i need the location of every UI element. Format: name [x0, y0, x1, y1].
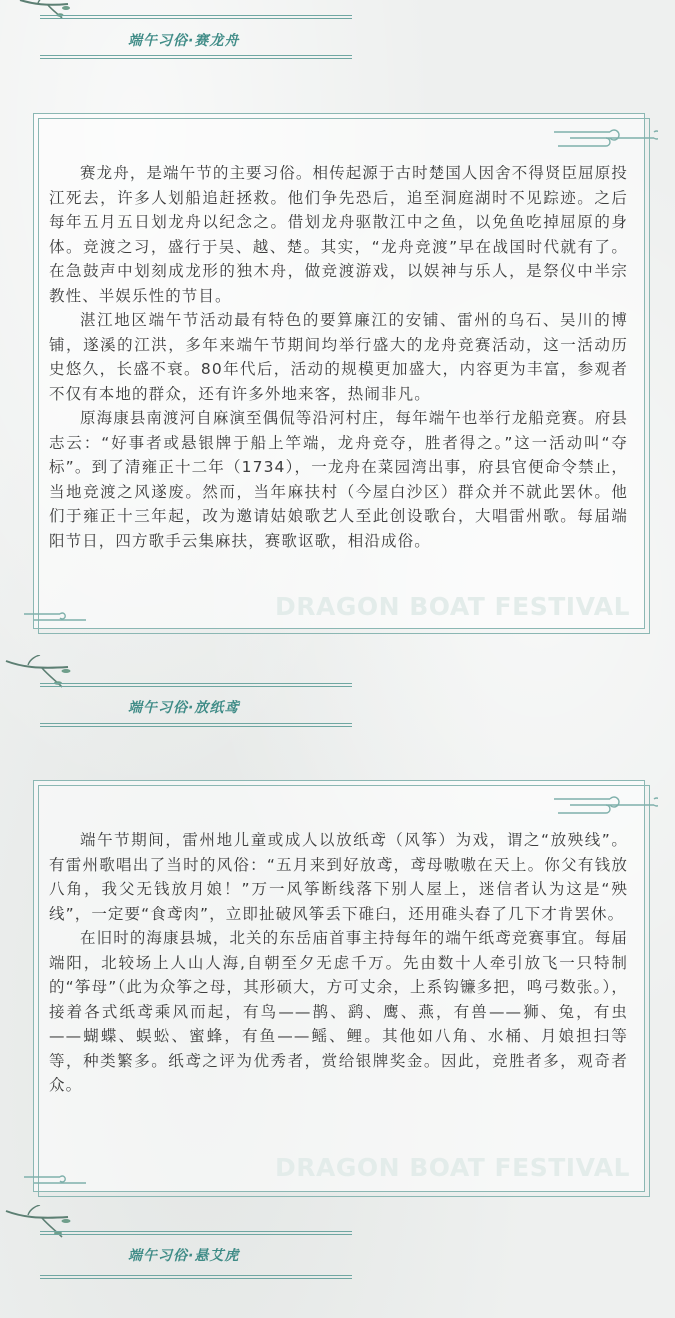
paragraph: 端午节期间，雷州地儿童或成人以放纸鸢（风筝）为戏，谓之“放殃线”。有雷州歌唱出了当时的风俗：“五月来到好放鸢，鸢母嗷嗷在天上。你父有钱放八角，我父无钱放月娘！”万一风筝断线落下别人屋上，迷信者认为这是“殃线”，一定要“食鸢肉”，立即扯破风筝丢下碓臼，还用碓头舂了几下才肯罢休。: [49, 831, 628, 923]
header-line-top-thin: [40, 1234, 352, 1235]
cloud-icon: [550, 789, 658, 823]
branch-icon: [4, 1205, 76, 1241]
paragraph: 在旧时的海康县城，北关的东岳庙首事主持每年的端午纸鸢竞赛事宜。每届端阳，北较场上人山人海,自朝至夕无虑千万。先由数十人牵引放飞一只特制的“筝母”（此为众筝之母，其形硕大，方可丈余，上系钩镰多把，鸣弓数张。），接着各式纸鸢乘风而起，有鸟——鹊、鹞、鹰、燕，有兽——狮、兔，有虫——蝴蝶、蜈蚣、蜜蜂，有鱼——鳐、鲤。其他如八角、水桶、月娘担扫等等，种类繁多。纸鸢之评为优秀者，赏给银牌奖金。因此，竞胜者多，观奇者众。: [49, 929, 628, 1094]
section-header-mugwort-tiger: [0, 1205, 400, 1265]
section-title: 端午习俗·悬艾虎: [128, 1248, 240, 1264]
section-header-dragon-boat: [0, 0, 400, 60]
watermark-text: DRAGON BOAT FESTIVAL: [275, 592, 630, 621]
header-line-top-thin: [40, 18, 352, 19]
branch-icon: [18, 0, 78, 26]
header-line-top: [40, 683, 352, 684]
cloud-icon: [20, 608, 90, 628]
header-line-top: [40, 15, 352, 16]
header-line-bottom: [40, 1275, 352, 1276]
header-line-bottom-thin: [40, 1278, 352, 1279]
header-line-bottom-thin: [40, 58, 352, 59]
article-body: [49, 828, 628, 1098]
content-card-kite: [33, 780, 645, 1192]
section-header-kite: [0, 655, 400, 715]
section-title: 端午习俗·赛龙舟: [128, 33, 240, 49]
header-line-top-thin: [40, 686, 352, 687]
header-line-bottom-thin: [40, 726, 352, 727]
cloud-icon: [550, 122, 658, 156]
paragraph: 湛江地区端午节活动最有特色的要算廉江的安铺、雷州的乌石、吴川的博铺，遂溪的江洪，多年来端午节期间均举行盛大的龙舟竞赛活动，这一活动历史悠久，长盛不衰。80年代后，活动的规模更加盛大，内容更为丰富，参观者不仅有本地的群众，还有许多外地来客，热闹非凡。: [49, 311, 628, 403]
article-body: [49, 161, 628, 553]
header-line-top: [40, 1231, 352, 1232]
paragraph: 赛龙舟，是端午节的主要习俗。相传起源于古时楚国人因舍不得贤臣屈原投江死去，许多人划船追赶拯救。他们争先恐后，追至洞庭湖时不见踪迹。之后每年五月五日划龙舟以纪念之。借划龙舟驱散江中之鱼，以免鱼吃掉屈原的身体。竞渡之习，盛行于吴、越、楚。其实，“龙舟竞渡”早在战国时代就有了。在急鼓声中划刻成龙形的独木舟，做竞渡游戏，以娱神与乐人，是祭仪中半宗教性、半娱乐性的节目。: [49, 164, 628, 305]
section-title: 端午习俗·放纸鸢: [128, 700, 240, 716]
content-card-dragon-boat: [33, 113, 645, 629]
header-line-bottom: [40, 55, 352, 56]
watermark-text: DRAGON BOAT FESTIVAL: [275, 1153, 630, 1182]
cloud-icon: [20, 1171, 90, 1191]
paragraph: 原海康县南渡河自麻演至偶侃等沿河村庄，每年端午也举行龙船竞赛。府县志云：“好事者或悬银牌于船上竿端，龙舟竞夺，胜者得之。”这一活动叫“夺标”。到了清雍正十二年（1734），一龙舟在菜园湾出事，府县官便命令禁止，当地竞渡之风遂废。然而，当年麻扶村（今屋白沙区）群众并不就此罢休。他们于雍正十三年起，改为邀请姑娘歌艺人至此创设歌台，大唱雷州歌。每届端阳节日，四方歌手云集麻扶，赛歌讴歌，相沿成俗。: [49, 409, 628, 550]
header-line-bottom: [40, 723, 352, 724]
